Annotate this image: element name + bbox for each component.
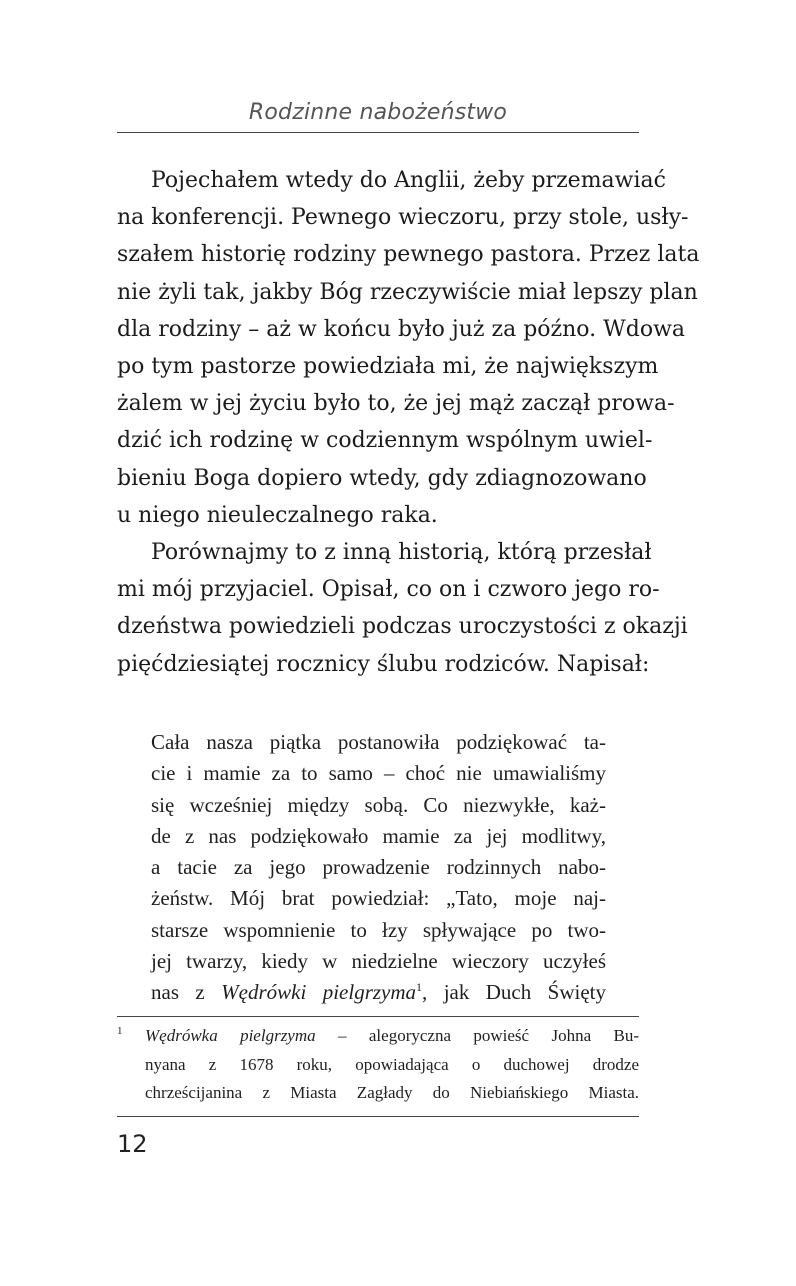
main-text [117,162,700,683]
text-line: u niego nieuleczalnego raka. [117,502,438,528]
footnote-text: – alegoryczna powieść Johna Bu- [315,1026,639,1045]
quote-line: się wcześniej między sobą. Co niezwykłe, każ- [151,792,606,817]
book-title-italic: Wędrówki pielgrzyma [221,980,417,1005]
text-line: Pojechałem wtedy do Anglii, żeby przemawiać [151,168,666,193]
quote-line: Cała nasza piątka postanowiła podziękować ta- [151,730,606,754]
footnote-line: nyana z 1678 roku, opowiadająca o duchowej drodze [145,1054,639,1074]
text-line: żalem w jej życiu było to, że jej mąż zaczął prowa- [117,391,675,417]
quote-line-last [151,977,606,1008]
footnote-reference: 1 [416,980,423,995]
footnote-body [145,1022,639,1108]
text-line: na konferencji. Pewnego wieczoru, przy stole, usły- [117,205,689,231]
block-quote [151,727,606,1009]
text-line: mi mój przyjaciel. Opisał, co on i czworo jego ro- [117,577,660,603]
footnote-line: chrześcijanina z Miasta Zagłady do Niebiańskiego Miasta. [145,1083,639,1102]
page-number: 12 [117,1130,148,1158]
footnote-rule [117,1016,639,1017]
quote-line: jej twarzy, kiedy w niedzielne wieczory uczyłeś [151,949,606,974]
quote-line: a tacie za jego prowadzenie rodzinnych nabo- [151,855,606,880]
text-line: dzeństwa powiedzieli podczas uroczystości z okazji [117,614,688,640]
text-line: po tym pastorze powiedziała mi, że największym [117,354,659,380]
text-line: nie żyli tak, jakby Bóg rzeczywiście miał lepszy plan [117,279,698,305]
text-line: dzić ich rodzinę w codziennym wspólnym uwiel- [117,428,653,454]
paragraph-2 [117,534,688,683]
paragraph-1 [117,162,700,534]
text-line: pięćdziesiątej rocznicy ślubu rodziców. Napisał: [117,651,650,677]
quote-line: żeństw. Mój brat powiedział: „Tato, moje naj- [151,886,606,911]
quote-line: starsze wspomnienie to łzy spływające po two- [151,917,606,942]
quote-text: , jak Duch Święty [422,980,606,1005]
text-line: szałem historię rodziny pewnego pastora. Przez lata [117,242,700,268]
running-head: Rodzinne nabożeństwo [248,100,508,125]
text-line: Porównajmy to z inną historią, którą przesłał [151,540,652,566]
text-line: dla rodziny – aż w końcu było już za późno. Wdowa [117,316,686,342]
quote-line: de z nas podziękowało mamie za jej modlitwy, [151,823,606,848]
footnote-title: Wędrówka pielgrzyma [145,1026,316,1045]
quote-text: nas z [151,980,222,1005]
footer-rule [117,1116,639,1117]
text-line: bieniu Boga dopiero wtedy, gdy zdiagnozowano [117,465,647,491]
quote-line: cie i mamie za to samo – choć nie umawialiśmy [151,761,606,786]
header-rule [117,132,639,133]
footnote-marker: 1 [117,1025,123,1037]
footnote-line [145,1022,639,1051]
